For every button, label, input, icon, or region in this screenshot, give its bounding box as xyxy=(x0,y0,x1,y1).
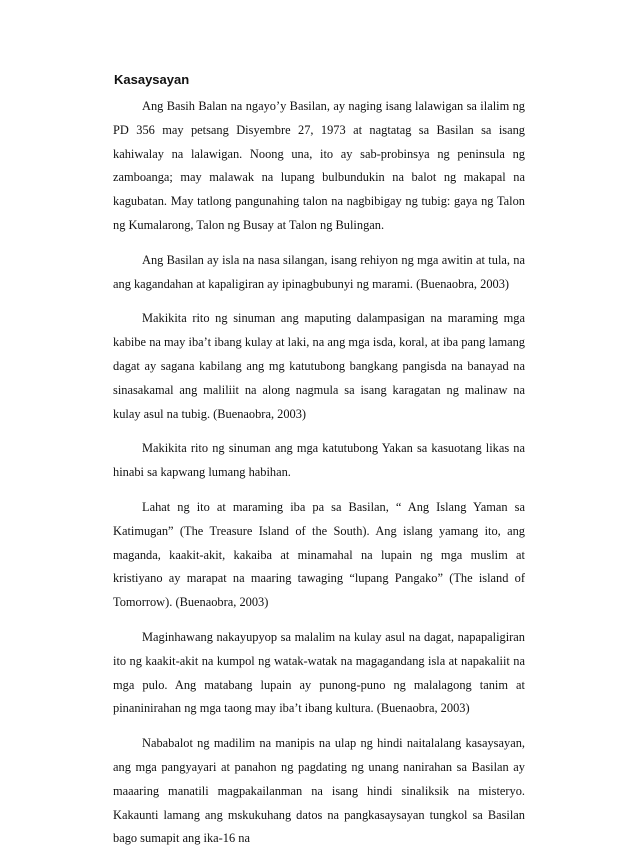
paragraph: Nababalot ng madilim na manipis na ulap ng hindi naitalalang kasaysayan, ang mga pangyayari at panahon ng pagdating ng unang nanirahan sa Basilan ay maaaring manatili magpakailanman na isang hindi sinaliksik na misteryo. Kakaunti lamang ang mskukuhang datos na pangkasaysayan tungkol sa Basilan bago sumapit ang ika-16 na xyxy=(113,736,525,846)
paragraph: Ang Basih Balan na ngayo’y Basilan, ay naging isang lalawigan sa ilalim ng PD 356 may petsang Disyembre 27, 1973 at nagtatag sa Basilan sa isang kahiwalay na lalawigan. Noong una, ito ay sab-probinsya ng peninsula ng zamboanga; may malawak na lupang bulbundukin na balot ng makapal na kagubatan. May tatlong pangunahing talon na nagbibigay ng tubig: gaya ng Talon ng Kumalarong, Talon ng Busay at Talon ng Bulingan. xyxy=(113,99,525,232)
paragraph: Makikita rito ng sinuman ang maputing dalampasigan na maraming mga kabibe na may iba’t ibang kulay at laki, na ang mga isda, koral, at iba pang lamang dagat ay sagana kabilang ang mg katutubong bangkang pangisda na banayad na sinasakamal ang maliliit na along nagmula sa isang karagatan ng malinaw na kulay asul na tubig. (Buenaobra, 2003) xyxy=(113,311,525,421)
paragraph: Makikita rito ng sinuman ang mga katutubong Yakan sa kasuotang likas na hinabi sa kapwang lumang habihan. xyxy=(113,441,525,480)
paragraph: Lahat ng ito at maraming iba pa sa Basilan, “ Ang Islang Yaman sa Katimugan” (The Treasure Island of the South). Ang islang yamang ito, ang maganda, kaakit-akit, kakaiba at minamahal na lupain ng mga muslim at kristiyano ay marapat na maaring tawaging “lupang Pangako” (The island of Tomorrow). (Buenaobra, 2003) xyxy=(113,499,525,610)
body-text xyxy=(113,95,525,862)
paragraph: Maginhawang nakayupyop sa malalim na kulay asul na dagat, napapaligiran ito ng kaakit-akit na kumpol ng watak-watak na magagandang isla at napakaliit na mga pulo. Ang matabang lupain ay punong-puno ng malalagong tanim at pinaninirahan ng mga taong may iba’t ibang kultura. (Buenaobra, 2003) xyxy=(113,629,525,716)
paragraph: Ang Basilan ay isla na nasa silangan, isang rehiyon ng mga awitin at tula, na ang kagandahan at kapaligiran ay ipinagbubunyi ng marami. (Buenaobra, 2003) xyxy=(113,252,525,291)
section-heading: Kasaysayan xyxy=(114,72,190,87)
